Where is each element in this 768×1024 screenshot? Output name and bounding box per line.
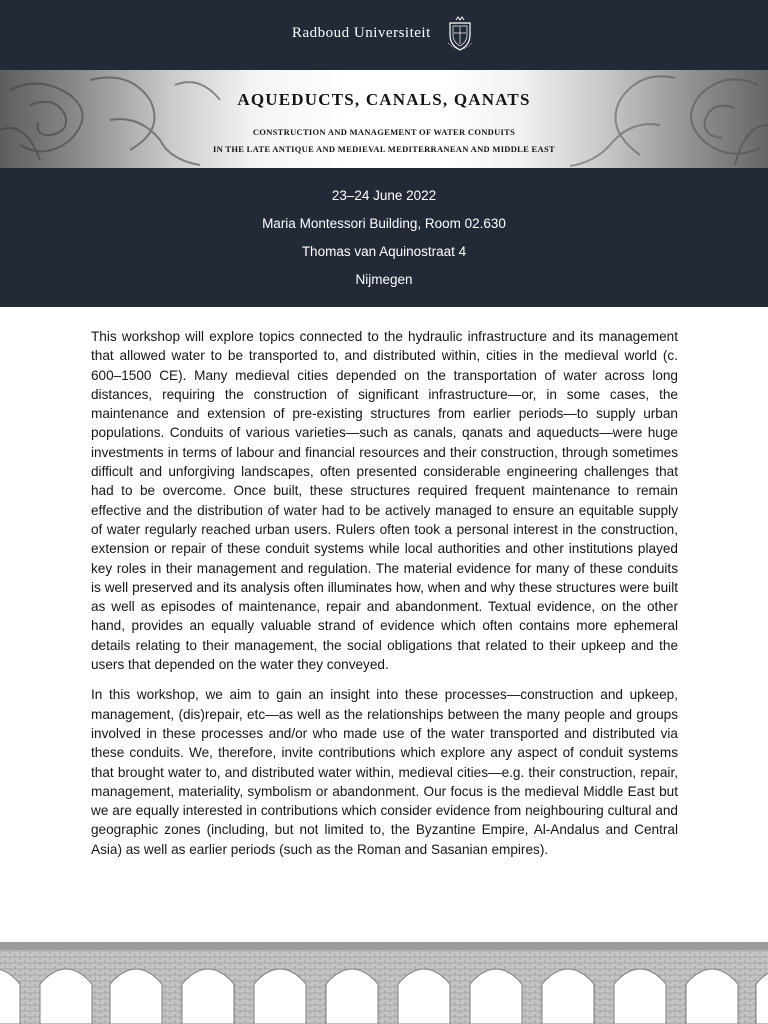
- university-crest-icon: [444, 13, 476, 53]
- event-venue: Maria Montessori Building, Room 02.630: [262, 216, 506, 231]
- event-city: Nijmegen: [355, 272, 413, 287]
- event-street: Thomas van Aquinostraat 4: [301, 244, 467, 259]
- workshop-description: [91, 327, 678, 870]
- workshop-subtitle-line-1: CONSTRUCTION AND MANAGEMENT OF WATER CONDUITS: [252, 127, 516, 137]
- aqueduct-arches-icon: [0, 942, 768, 1024]
- workshop-subtitle-line-2: IN THE LATE ANTIQUE AND MEDIEVAL MEDITERRANEAN AND MIDDLE EAST: [213, 144, 555, 154]
- event-info-bar: [0, 168, 768, 307]
- title-banner: [0, 70, 768, 168]
- event-date: 23–24 June 2022: [331, 188, 437, 203]
- description-paragraph-2: In this workshop, we aim to gain an insight into these processes—construction and upkeep, management, (dis)repair, etc—as well as the relationships between the many people and groups involved in these processes and/or who made use of the water transported and distributed via these conduits. We, therefore, invite contributions which explore any aspect of conduit systems that brought water to, and distributed water within, medieval cities—e.g. their construction, repair, management, materiality, symbolism or abandonment. Our focus is the medieval Middle East but we are equally interested in contributions which consider evidence from neighbouring cultural and geographic zones (including, but not limited to, the Byzantine Empire, Al-Andalus and Central Asia) as well as earlier periods (such as the Roman and Sasanian empires).: [91, 687, 678, 857]
- workshop-title: AQUEDUCTS, CANALS, QANATS: [237, 90, 531, 109]
- description-paragraph-1: This workshop will explore topics connected to the hydraulic infrastructure and its management that allowed water to be transported to, and distributed within, cities in the medieval world (c. 600–1500 CE). Many medieval cities depended on the transportation of water across long distances, requiring the construction of significant infrastructure—or, in some cases, the maintenance and extension of pre-existing structures from earlier periods—to supply urban populations. Conduits of various varieties—such as canals, qanats and aqueducts—were huge investments in terms of labour and financial resources and their construction, through sometimes difficult and unforgiving landscapes, often presented considerable engineering challenges that had to be overcome. Once built, these structures required frequent maintenance to remain effective and the distribution of water had to be actively managed to ensure an equitable supply of water regularly reached urban users. Rulers often took a personal interest in the construction, extension or repair of these conduit systems while local authorities and other institutions played key roles in their management and regulation. The material evidence for many of these conduits is well preserved and its analysis often illuminates how, when and why these structures were built as well as episodes of maintenance, repair and abandonment. Textual evidence, on the other hand, provides an equally valuable strand of evidence which often contains more ephemeral details relating to their management, the social obligations that related to their upkeep and the users that depended on the water they conveyed.: [91, 329, 678, 673]
- university-name: Radboud Universiteit: [292, 25, 431, 41]
- header-bar: [0, 0, 768, 70]
